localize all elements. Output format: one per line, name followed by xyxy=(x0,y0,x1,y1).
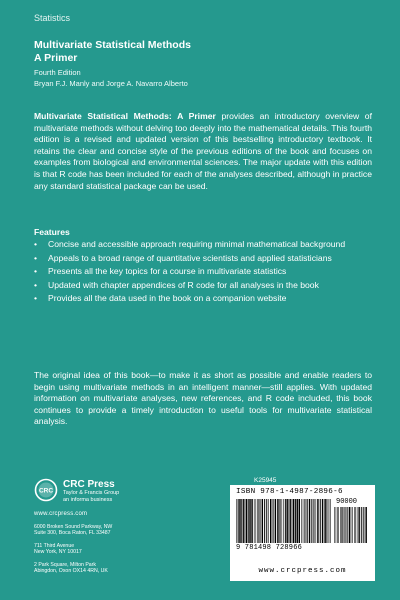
barcode-bar xyxy=(277,499,278,543)
bullet-icon: • xyxy=(34,239,38,249)
barcode-bar xyxy=(289,499,290,543)
title-block xyxy=(34,39,374,89)
ean-digits: 9 781498 728966 xyxy=(236,544,303,552)
barcode-bar xyxy=(273,499,274,543)
features-heading: Features xyxy=(34,227,70,237)
barcode-bar xyxy=(251,499,252,543)
barcode-bar xyxy=(301,499,302,543)
barcode-bar xyxy=(264,499,265,543)
barcode-bar xyxy=(285,499,286,543)
book-title: Multivariate Statistical Methods xyxy=(34,39,191,51)
list-item: • Provides all the data used in the book on a companion website xyxy=(34,293,287,304)
barcode-bar xyxy=(358,507,359,543)
barcode-bar xyxy=(307,499,308,543)
barcode-bar xyxy=(338,507,339,543)
barcode-bar xyxy=(341,507,342,543)
closing-paragraph: The original idea of this book—to make it as short as possible and enable readers to begin using multivariate methods in an intelligent manner—still applies. With updated information on multivariate analyses, new references, and R code included, this book continues to provide a timely introduction to useful tools for multivariate statistical analysis. xyxy=(34,370,372,427)
list-item: • Concise and accessible approach requiring minimal mathematical background xyxy=(34,239,346,249)
edition-label: Fourth Edition xyxy=(34,68,81,77)
barcode-bar xyxy=(295,499,296,543)
isbn-label: ISBN 978-1-4987-2896-6 xyxy=(236,488,343,496)
barcode-bar xyxy=(279,499,280,543)
barcode-bar xyxy=(317,499,318,543)
bullet-icon: • xyxy=(34,252,38,263)
barcode-bar xyxy=(342,507,343,543)
features-list xyxy=(34,239,372,307)
barcode-bar xyxy=(351,507,352,543)
barcode-main xyxy=(236,499,332,543)
barcode-bar xyxy=(309,499,310,543)
barcode-bar xyxy=(256,499,257,543)
publisher-website: www.crcpress.com xyxy=(34,511,88,517)
barcode-bar xyxy=(365,507,366,543)
barcode-bar xyxy=(349,507,350,543)
addon-number: 90000 xyxy=(336,498,358,506)
list-item: • Appeals to a broad range of quantitative scientists and applied statisticians xyxy=(34,252,332,263)
barcode-bar xyxy=(311,499,312,543)
barcode-bar xyxy=(306,499,307,543)
barcode-bar xyxy=(292,499,293,543)
address-abingdon: 2 Park Square, Milton Park Abingdon, Oxon OX14 4RN, UK xyxy=(34,562,108,575)
barcode-bar xyxy=(248,499,249,543)
intro-paragraph xyxy=(34,111,372,192)
barcode-bar xyxy=(238,499,239,543)
barcode-bar xyxy=(297,499,298,543)
barcode-bar xyxy=(236,499,237,543)
barcode-panel xyxy=(230,485,375,581)
list-item: • Presents all the key topics for a course in multivariate statistics xyxy=(34,266,287,277)
barcode-bar xyxy=(336,507,337,543)
product-code: K25945 xyxy=(254,477,277,484)
bullet-icon: • xyxy=(34,279,38,290)
barcode-bar xyxy=(337,507,338,543)
barcode-bar xyxy=(361,507,362,543)
barcode-bar xyxy=(258,499,259,543)
address-boca-raton: 6000 Broken Sound Parkway, NW Suite 300, Boca Raton, FL 33487 xyxy=(34,524,113,537)
intro-text: provides an introductory overview of multivariate methods without delving too deeply into the mathematical details. This fourth edition is a revised and updated version of this bestselling introductory textbook. It retains the clear and concise style of the previous editions of the book and focuses on examples from biological and environmental sciences. The major update with this edition is that R code has been included for each of the analyses described, although in practice any standard statistical package can be used. xyxy=(34,111,372,191)
barcode-bar xyxy=(316,499,317,543)
barcode-bar xyxy=(299,499,300,543)
barcode-bar xyxy=(245,499,246,543)
barcode-bar xyxy=(257,499,258,543)
barcode-addon xyxy=(334,507,367,543)
barcode-bar xyxy=(280,499,281,543)
category-label: Statistics xyxy=(34,13,71,23)
book-subtitle: A Primer xyxy=(34,52,78,64)
publisher-business: an informa business xyxy=(63,496,113,503)
barcode-bar xyxy=(340,507,341,543)
barcode-bar xyxy=(286,499,287,543)
barcode-bar xyxy=(270,499,271,543)
barcode-bar xyxy=(239,499,240,543)
barcode-bar xyxy=(282,499,283,543)
barcode-bar xyxy=(320,499,321,543)
barcode-bar xyxy=(293,499,294,543)
barcode-bar xyxy=(328,499,329,543)
publisher-name-block xyxy=(63,479,119,503)
barcode-bar xyxy=(241,499,242,543)
barcode-bar xyxy=(303,499,304,543)
barcode-bar xyxy=(326,499,327,543)
barcode-bar xyxy=(359,507,360,543)
address-new-york: 711 Third Avenue New York, NY 10017 xyxy=(34,543,82,556)
barcode-bar xyxy=(329,499,330,543)
barcode-bar xyxy=(345,507,346,543)
barcode-bar xyxy=(330,499,331,543)
barcode-bar xyxy=(243,499,244,543)
barcode-bar xyxy=(254,499,255,543)
barcode-bar xyxy=(334,507,335,543)
barcode-bar xyxy=(355,507,356,543)
barcode-bar xyxy=(322,499,323,543)
barcode-bar xyxy=(275,499,276,543)
barcode-bar xyxy=(313,499,314,543)
publisher-group: Taylor & Francis Group xyxy=(63,490,120,496)
barcode-bar xyxy=(354,507,355,543)
barcode-bar xyxy=(304,499,305,543)
barcode-bar xyxy=(290,499,291,543)
barcode-bar xyxy=(347,507,348,543)
barcode-bar xyxy=(324,499,325,543)
barcode-bar xyxy=(249,499,250,543)
barcode-bar xyxy=(266,499,267,543)
barcode-bar xyxy=(363,507,364,543)
bullet-icon: • xyxy=(34,266,38,277)
authors-label: Bryan F.J. Manly and Jorge A. Navarro Alberto xyxy=(34,79,188,88)
crc-logo-text: CRC xyxy=(38,487,54,495)
barcode-bar xyxy=(246,499,247,543)
barcode-bar xyxy=(352,507,353,543)
list-item: • Updated with chapter appendices of R code for all analyses in the book xyxy=(34,279,319,290)
barcode-bar xyxy=(283,499,284,543)
bullet-icon: • xyxy=(34,293,38,304)
barcode-bar xyxy=(262,499,263,543)
barcode-bar xyxy=(357,507,358,543)
barcode-website: www.crcpress.com xyxy=(258,567,347,575)
barcode-bar xyxy=(268,499,269,543)
intro-bold-title: Multivariate Statistical Methods: A Primer xyxy=(34,111,216,121)
barcode-bar xyxy=(260,499,261,543)
crc-logo-icon xyxy=(34,478,58,502)
publisher-name: CRC Press xyxy=(63,479,115,490)
